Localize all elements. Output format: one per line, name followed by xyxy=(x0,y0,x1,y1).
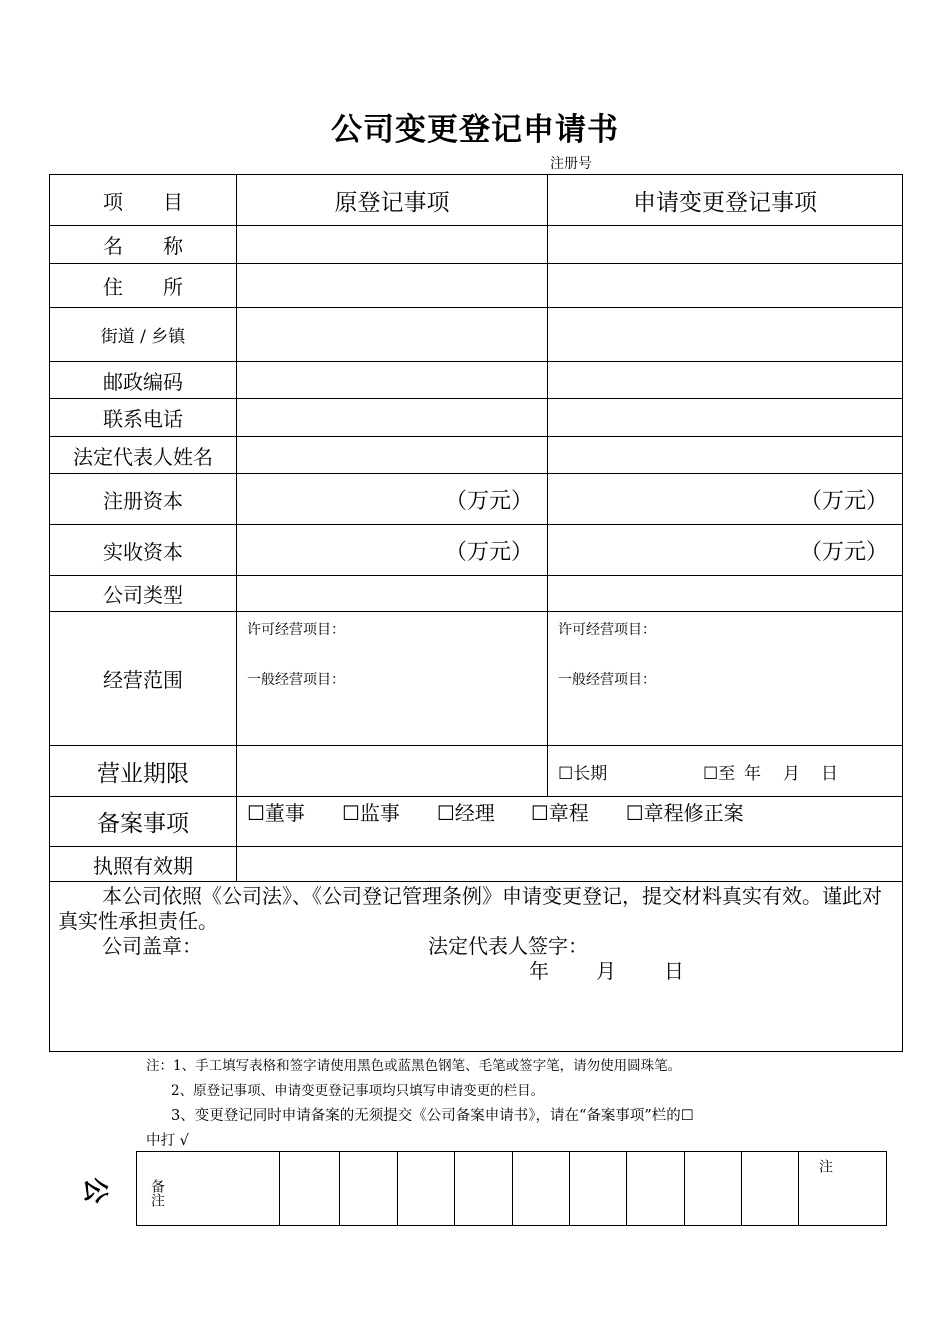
row-label-license-validity: 执照有效期 xyxy=(50,847,237,882)
row-label-postal: 邮政编码 xyxy=(50,362,237,399)
header-original: 原登记事项 xyxy=(237,175,548,226)
filing-manager-checkbox[interactable]: ☐经理 xyxy=(436,801,495,825)
original-postal-field[interactable] xyxy=(237,362,548,399)
original-phone-field[interactable] xyxy=(237,399,548,437)
requested-legal-rep-field[interactable] xyxy=(548,437,903,474)
note-1: 注：1、手工填写表格和签字请使用黑色或蓝黑色钢笔、毛笔或签字笔，请勿使用圆珠笔。 xyxy=(146,1058,682,1074)
original-reg-capital-unit[interactable]: （万元） xyxy=(237,474,548,525)
note-3: 3、变更登记同时申请备案的无须提交《公司备案申请书》，请在“备案事项”栏的☐ xyxy=(171,1108,694,1124)
requested-company-type-field[interactable] xyxy=(548,576,903,612)
filing-supervisor-checkbox[interactable]: ☐监事 xyxy=(341,801,400,825)
declaration-text: 本公司依照《公司法》、《公司登记管理条例》申请变更登记，提交材料真实有效。谨此对真实性承担责任。 xyxy=(58,884,882,933)
note-3-continued: 中打 √ xyxy=(146,1133,189,1149)
original-business-term-field[interactable] xyxy=(237,746,548,797)
remarks-cell[interactable] xyxy=(685,1152,742,1226)
original-company-type-field[interactable] xyxy=(237,576,548,612)
date-month: 月 xyxy=(596,959,616,983)
term-year: 年 xyxy=(744,763,761,784)
original-name-field[interactable] xyxy=(237,226,548,264)
remarks-cell[interactable] xyxy=(627,1152,685,1226)
company-seal-label: 公司盖章： xyxy=(102,934,202,958)
filing-articles-amendment-checkbox[interactable]: ☐章程修正案 xyxy=(625,801,744,825)
row-label-filing-items: 备案事项 xyxy=(50,797,237,847)
requested-paid-capital-unit[interactable]: （万元） xyxy=(548,525,903,576)
requested-domicile-field[interactable] xyxy=(548,264,903,308)
term-month: 月 xyxy=(783,763,800,784)
requested-scope-general: 一般经营项目： xyxy=(558,672,656,688)
remarks-cell[interactable] xyxy=(570,1152,627,1226)
remarks-table xyxy=(136,1151,887,1226)
header-item: 项 目 xyxy=(50,175,237,226)
legal-rep-signature-label: 法定代表人签字： xyxy=(428,934,588,958)
requested-phone-field[interactable] xyxy=(548,399,903,437)
term-to-checkbox[interactable]: ☐至 xyxy=(703,763,736,784)
requested-street-field[interactable] xyxy=(548,308,903,362)
date-year: 年 xyxy=(529,959,549,983)
row-label-paid-capital: 实收资本 xyxy=(50,525,237,576)
remarks-cell[interactable] xyxy=(398,1152,455,1226)
remarks-cell[interactable] xyxy=(742,1152,799,1226)
remarks-cell[interactable] xyxy=(280,1152,340,1226)
original-street-field[interactable] xyxy=(237,308,548,362)
remarks-cell[interactable] xyxy=(455,1152,513,1226)
row-label-company-type: 公司类型 xyxy=(50,576,237,612)
row-label-street: 街道 / 乡镇 xyxy=(50,308,237,362)
remarks-label: 备注 xyxy=(149,1179,165,1207)
requested-postal-field[interactable] xyxy=(548,362,903,399)
requested-name-field[interactable] xyxy=(548,226,903,264)
header-requested: 申请变更登记事项 xyxy=(548,175,903,226)
requested-scope-licensed: 许可经营项目： xyxy=(558,622,656,638)
application-form-table xyxy=(49,174,903,1052)
requested-reg-capital-unit[interactable]: （万元） xyxy=(548,474,903,525)
original-scope-general: 一般经营项目： xyxy=(247,672,345,688)
side-character: 公 xyxy=(79,1177,110,1204)
original-business-scope-field[interactable] xyxy=(237,612,548,746)
registration-no-label: 注册号 xyxy=(550,156,592,172)
row-label-business-term: 营业期限 xyxy=(50,746,237,797)
row-label-name: 名 称 xyxy=(50,226,237,264)
remarks-label-cell xyxy=(137,1152,280,1226)
remarks-cell[interactable] xyxy=(340,1152,398,1226)
row-label-business-scope: 经营范围 xyxy=(50,612,237,746)
requested-business-scope-field[interactable] xyxy=(548,612,903,746)
license-validity-field[interactable] xyxy=(237,847,903,882)
term-day: 日 xyxy=(821,763,838,784)
remarks-note: 注 xyxy=(817,1159,833,1173)
note-2: 2、原登记事项、申请变更登记事项均只填写申请变更的栏目。 xyxy=(171,1083,545,1099)
original-legal-rep-field[interactable] xyxy=(237,437,548,474)
filing-articles-checkbox[interactable]: ☐章程 xyxy=(530,801,589,825)
row-label-domicile: 住 所 xyxy=(50,264,237,308)
remarks-cell[interactable] xyxy=(513,1152,570,1226)
filing-director-checkbox[interactable]: ☐董事 xyxy=(247,801,305,825)
page-title: 公司变更登记申请书 xyxy=(331,112,619,148)
requested-business-term-field xyxy=(548,746,903,797)
term-long-checkbox[interactable]: ☐长期 xyxy=(558,763,608,784)
row-label-reg-capital: 注册资本 xyxy=(50,474,237,525)
original-domicile-field[interactable] xyxy=(237,264,548,308)
original-paid-capital-unit[interactable]: （万元） xyxy=(237,525,548,576)
row-label-legal-rep: 法定代表人姓名 xyxy=(50,437,237,474)
declaration-block xyxy=(50,882,903,1052)
original-scope-licensed: 许可经营项目： xyxy=(247,622,345,638)
row-label-phone: 联系电话 xyxy=(50,399,237,437)
notes-section xyxy=(146,1054,694,1154)
remarks-note-cell xyxy=(799,1152,887,1226)
date-day: 日 xyxy=(664,959,684,983)
filing-options xyxy=(237,797,903,847)
